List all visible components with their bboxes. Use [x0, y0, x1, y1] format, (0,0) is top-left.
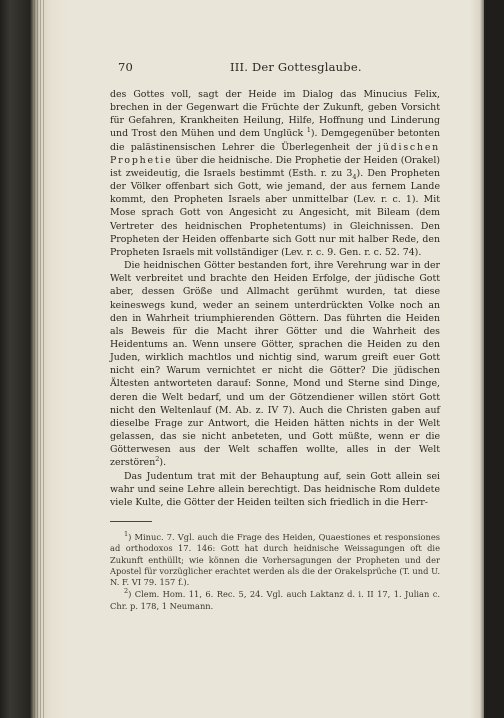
text-segment: ). Den Propheten der Völker offenbart sich Gott, wie jemand, der aus fernem Lande kommt, den Propheten Israels aber unmittelbar (Lev. r. c. 1). Mit Mose sprach Gott von Angesicht zu Angesicht, mit Bileam (dem Vertreter des heidnischen Prophetentums) in Gleichnissen. Den Propheten der Heiden offenbarte sich Gott nur mit halber Rede, den Propheten Israels mit vollständiger (Lev. r. c. 9. Gen. r. c. 52. 74).	[110, 167, 440, 258]
running-head: III. Der Gottesglaube.	[230, 60, 362, 74]
text-segment: des Gottes voll, sagt der Heide im Dialog das Minucius Felix, brechen in der Gegenwart die Früchte der Zukunft, geben Vorsicht für Gefahren, Krankheiten Heilung, Hilfe, Hoffnung und Linderung und Trost den Mühen und dem Unglück	[110, 89, 440, 140]
main-text	[110, 88, 440, 509]
subscript: 4	[352, 172, 357, 181]
footnote-text: Minuc. 7. Vgl. auch die Frage des Heiden, Quaestiones et responsiones ad orthodoxos 17. 146: Gott hat durch heidnische Weissagungen oft die Zukunft enthüllt; wie können die Vorhersagungen der Propheten und der Apostel für vorzüglicher erachtet werden als die der Orakelsprüche (T. und U. N. F. VI 79. 157 f.).	[110, 532, 441, 588]
footnote-2: $^2$) Clem. Hom. 11, 6. Rec. 5, 24. Vgl. auch Laktanz d. i. II 17, 1. Julian c. Chr. p. 178, 1 Neumann.	[110, 587, 441, 611]
footnote-1: $^1$) Minuc. 7. Vgl. auch die Frage des Heiden, Quaestiones et responsiones ad orthodoxos 17. 146: Gott hat durch heidnische Weissagungen oft die Zukunft enthüllt; wie können die Vorhersagungen der Propheten und der Apostel für vorzüglicher erachtet werden als die der Orakelsprüche (T. und U. N. F. VI 79. 157 f.).	[110, 530, 441, 588]
page-number: 70	[118, 60, 134, 74]
text-segment: .	[163, 457, 167, 469]
footnote-ref-1: 1	[306, 126, 311, 135]
text-segment: Die heidnischen Götter bestanden fort, ihre Verehrung war in der Welt verbreitet und brachte den Heiden Erfolge, der jüdische Gott aber, dessen Größe und Allmacht gerühmt wurden, tat diese keineswegs kund, weder an seinem unterdrückten Volke noch an den in Wahrheit triumphierenden Göttern. Das führten die Heiden als Beweis für die Macht ihrer Götter und die Wahrheit des Heidentums an. Wenn unsere Götter, sprachen die Heiden zu den Juden, wirklich machtlos und nichtig sind, warum greift euer Gott nicht ein? Warum vernichtet er nicht die Götter? Die jüdischen Ältesten antworteten darauf: Sonne, Mond und Sterne sind Dinge, deren die Welt bedarf, und um der Götzendiener willen stört Gott nicht den Weltenlauf (M. Ab. z. IV 7). Auch die Christen gaben auf dieselbe Frage zur Antwort, die Heiden hätten nichts in der Welt gelassen, das sie nicht anbeteten, und Gott müßte, wenn er die Götterwesen aus der Welt schaffen wollte, alles in der Welt zerstören	[110, 260, 440, 469]
book-binding-edge	[484, 0, 504, 718]
text-segment: . Demgegenüber betonten die palästinensischen Lehrer die Überlegenheit der	[110, 128, 441, 153]
paragraph-3: Das Judentum trat mit der Behauptung auf, sein Gott allein sei wahr und seine Lehre allein berechtigt. Das heidnische Rom duldete viele Kulte, die Götter der Heiden teilten sich friedlich in die Herr-	[110, 470, 440, 508]
footnotes	[110, 532, 440, 612]
book-page	[110, 60, 440, 612]
footnote-text: Clem. Hom. 11, 6. Rec. 5, 24. Vgl. auch Laktanz d. i. II 17, 1. Julian c. Chr. p. 178, 1 Neumann.	[110, 589, 441, 611]
text-segment: über die heidnische. Die Prophetie der Heiden (Orakel) ist zweideutig, die Israels bestimmt (Esth. r. zu 3	[110, 154, 441, 179]
footnote-mark: 1	[124, 530, 129, 539]
paragraph-2: Die heidnischen Götter bestanden fort, ihre Verehrung war in der Welt verbreitet und brachte den Heiden Erfolge, der jüdische Gott aber, dessen Größe und Allmacht gerühmt wurden, tat diese keineswegs kund, weder an seinem unterdrückten Volke noch an den in Wahrheit triumphierenden Göttern. Das führten die Heiden als Beweis für die Macht ihrer Götter und die Wahrheit des Heidentums an. Wenn unsere Götter, sprachen die Heiden zu den Juden, wirklich machtlos und nichtig sind, warum greift euer Gott nicht ein? Warum vernichtet er nicht die Götter? Die jüdischen Ältesten antworteten darauf: Sonne, Mond und Sterne sind Dinge, deren die Welt bedarf, und um der Götzendiener willen stört Gott nicht den Weltenlauf (M. Ab. z. IV 7). Auch die Christen gaben auf dieselbe Frage zur Antwort, die Heiden hätten nichts in der Welt gelassen, das sie nicht anbeteten, und Gott müßte, wenn er die Götterwesen aus der Welt schaffen wollte, alles in der Welt zerstören$^2$).	[110, 260, 440, 469]
paragraph-1: des Gottes voll, sagt der Heide im Dialog das Minucius Felix, brechen in der Gegenwart die Früchte der Zukunft, geben Vorsicht für Gefahren, Krankheiten Heilung, Hilfe, Hoffnung und Linderung und Trost den Mühen und dem Unglück $^1$). Demgegenüber betonten die palästinensischen Lehrer die Überlegenheit der jüdischen Prophetie über die heidnische. Die Prophetie der Heiden (Orakel) ist zweideutig, die Israels bestimmt (Esth. r. zu $3_4$). Den Propheten der Völker offenbart sich Gott, wie jemand, der aus fernem Lande kommt, den Propheten Israels aber unmittelbar (Lev. r. c. 1). Mit Mose sprach Gott von Angesicht zu Angesicht, mit Bileam (dem Vertreter des heidnischen Prophetentums) in Gleichnissen. Den Propheten der Heiden offenbarte sich Gott nur mit halber Rede, den Propheten Israels mit vollständiger (Lev. r. c. 9. Gen. r. c. 52. 74).	[110, 89, 441, 258]
emphasis-spaced: jüdischen Prophetie	[110, 141, 441, 166]
page-header	[110, 60, 440, 80]
footnote-divider	[110, 521, 152, 522]
footnote-ref-2: 2	[155, 455, 160, 464]
book-page-edges	[34, 0, 44, 718]
footnote-mark: 2	[124, 587, 129, 596]
